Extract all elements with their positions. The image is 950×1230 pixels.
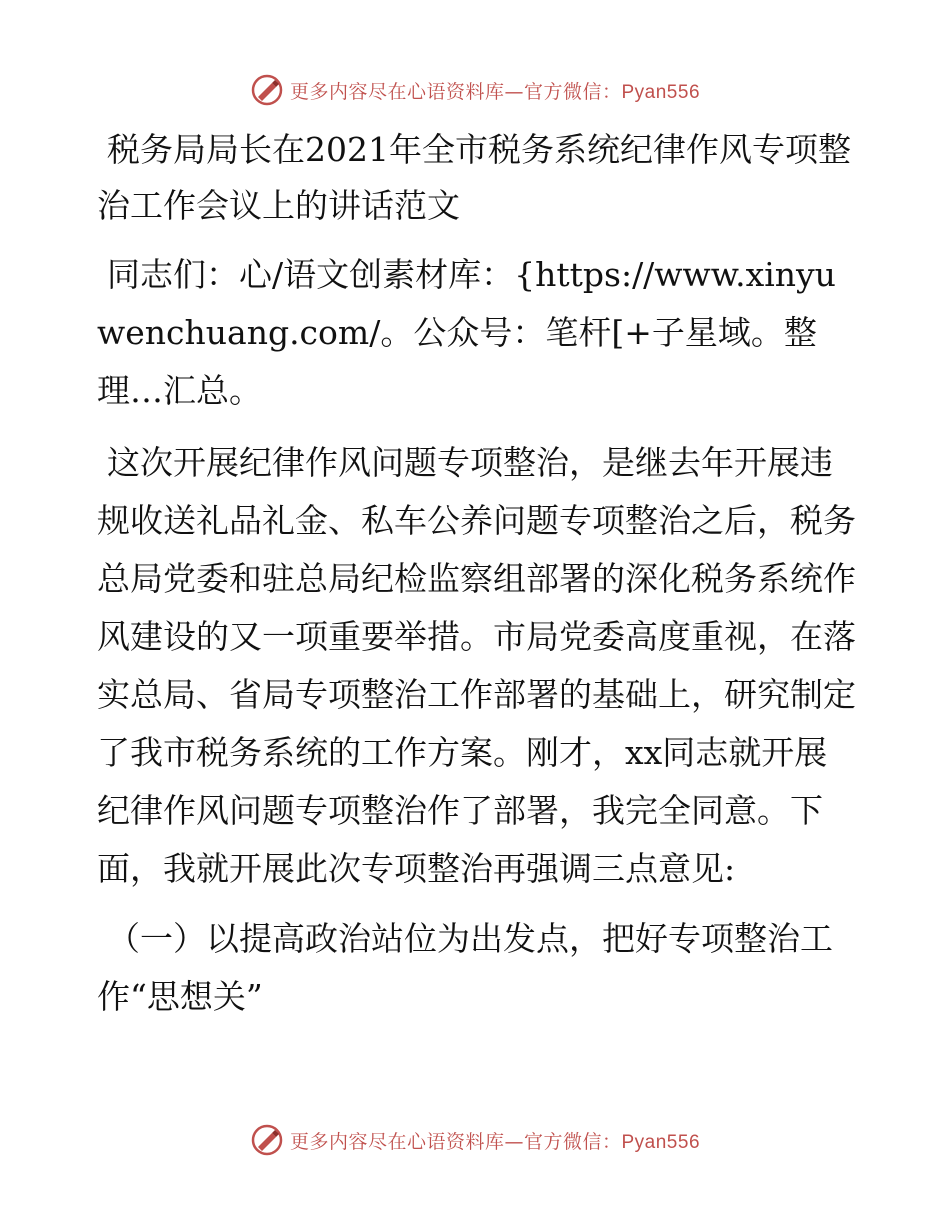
document-body — [97, 122, 857, 1026]
intro-paragraph: 同志们：心/语文创素材库：{https://www.xinyuwenchuang.com/。公众号：笔杆[+子星域。整理…汇总。 — [97, 255, 836, 410]
banner-wechat-label: 官方微信： — [523, 1130, 622, 1153]
red-pen-circle-logo-icon — [250, 73, 284, 107]
banner-wechat-id: Pyan556 — [621, 81, 701, 103]
banner-dash: — — [504, 80, 524, 103]
body-paragraph-1: 这次开展纪律作风问题专项整治，是继去年开展违规收送礼品礼金、私车公养问题专项整治之后，税务总局党委和驻总局纪检监察组部署的深化税务系统作风建设的又一项重要举措。市局党委高度重视，在落实总局、省局专项整治工作部署的基础上，研究制定了我市税务系统的工作方案。刚才，xx同志就开展纪律作风问题专项整治作了部署，我完全同意。下面，我就开展此次专项整治再强调三点意见: — [97, 443, 856, 888]
banner-text — [290, 77, 700, 104]
banner-wechat-label: 官方微信： — [523, 80, 622, 103]
banner-dash: — — [504, 1130, 524, 1153]
section-heading-1: （一）以提高政治站位为出发点，把好专项整治工作“思想关” — [97, 919, 833, 1016]
banner-text — [290, 1127, 700, 1154]
header-watermark-banner — [0, 70, 950, 110]
document-title: 税务局局长在2021年全市税务系统纪律作风专项整治工作会议上的讲话范文 — [97, 130, 851, 225]
banner-main-text: 更多内容尽在心语资料库 — [289, 1130, 505, 1153]
footer-watermark-banner — [0, 1120, 950, 1160]
banner-wechat-id: Pyan556 — [621, 1131, 701, 1153]
banner-main-text: 更多内容尽在心语资料库 — [289, 80, 505, 103]
red-pen-circle-logo-icon — [250, 1123, 284, 1157]
